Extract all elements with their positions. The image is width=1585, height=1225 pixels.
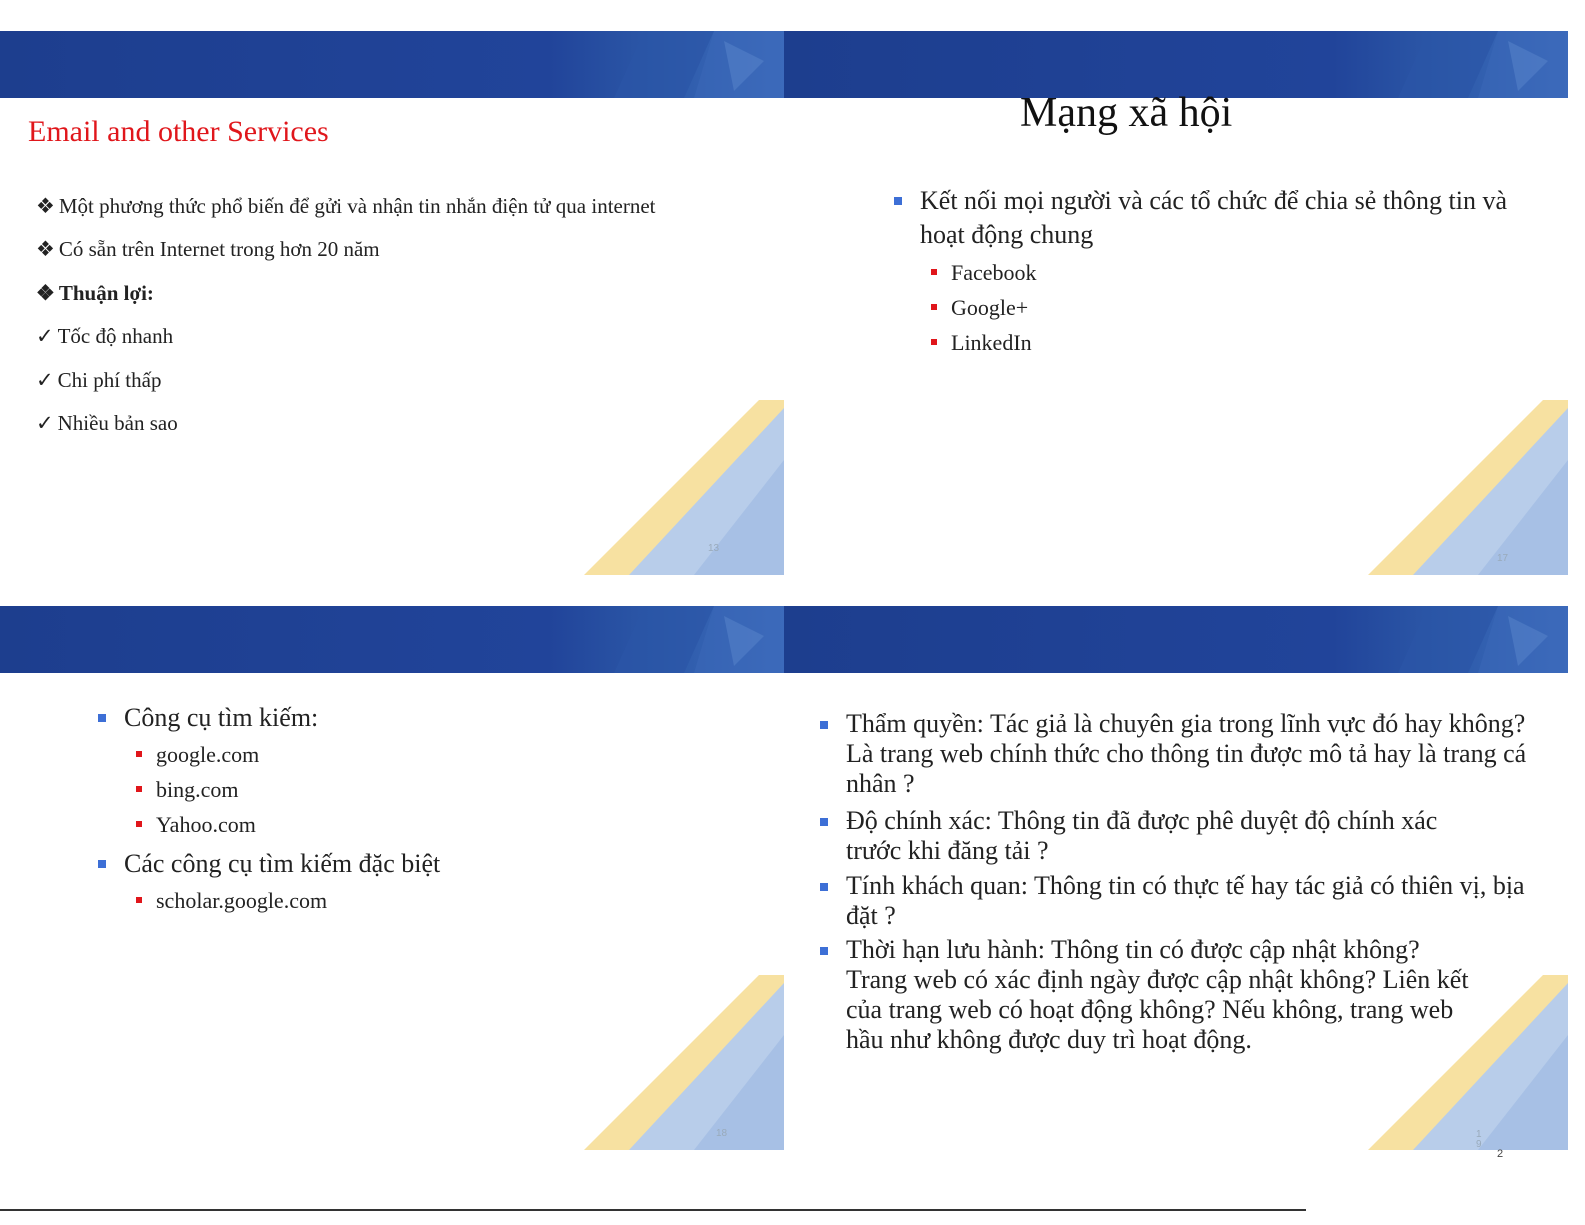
page-number: 2: [1497, 1148, 1504, 1160]
text-line: ✓ Chi phí thấp: [36, 368, 162, 392]
slide-number: 17: [1497, 553, 1509, 564]
slide-title: Email and other Services: [28, 115, 329, 148]
list-item: LinkedIn: [951, 328, 1032, 358]
check-icon: ✓: [36, 411, 54, 435]
list-item: Công cụ tìm kiếm:: [124, 701, 318, 735]
header-decoration: [524, 606, 784, 673]
list-item: Thời hạn lưu hành: Thông tin có được cập nhật không? Trang web có xác định ngày được cập nhật không? Liên kết của trang web có hoạt động không? Nếu không, trang web hầu như không được duy trì hoạt động.: [846, 935, 1486, 1055]
list-item: Độ chính xác: Thông tin đã được phê duyệt độ chính xác trước khi đăng tải ?: [846, 806, 1496, 866]
text-line: ❖ Có sẵn trên Internet trong hơn 20 năm: [36, 237, 380, 261]
check-icon: ✓: [36, 324, 54, 348]
square-bullet-icon: [136, 821, 142, 827]
corner-decoration: [584, 975, 784, 1150]
corner-decoration: [584, 400, 784, 575]
square-bullet-icon: [820, 883, 828, 891]
square-bullet-icon: [820, 947, 828, 955]
slide-evaluation-criteria: [784, 606, 1568, 1150]
slide-header-bar: [0, 31, 784, 98]
list-item: Kết nối mọi người và các tổ chức để chia sẻ thông tin và hoạt động chung: [920, 184, 1540, 252]
square-bullet-icon: [894, 197, 902, 205]
text-line: ❖ Một phương thức phổ biến để gửi và nhận tin nhắn điện tử qua internet: [36, 194, 656, 218]
slide-email-services: [0, 31, 784, 575]
list-item: google.com: [156, 740, 259, 770]
square-bullet-icon: [931, 339, 937, 345]
slide-title: Mạng xã hội: [1020, 90, 1233, 136]
slide-number: 18: [716, 1128, 728, 1139]
slide-header-bar: [784, 606, 1568, 673]
list-item: Google+: [951, 293, 1028, 323]
list-item: scholar.google.com: [156, 886, 327, 916]
diamond-bullet-icon: ❖: [36, 237, 55, 261]
text-line: ✓ Nhiều bản sao: [36, 411, 178, 435]
slide-number: 19: [1476, 1129, 1482, 1150]
list-item: bing.com: [156, 775, 239, 805]
list-item: Tính khách quan: Thông tin có thực tế hay tác giả có thiên vị, bịa đặt ?: [846, 871, 1546, 931]
slide-search-engines: [0, 606, 784, 1150]
slide-number: 13: [708, 543, 720, 554]
header-decoration: [1308, 606, 1568, 673]
diamond-bullet-icon: ❖: [36, 281, 55, 305]
list-item: Các công cụ tìm kiếm đặc biệt: [124, 847, 440, 881]
slide-header-bar: [784, 31, 1568, 98]
square-bullet-icon: [820, 818, 828, 826]
square-bullet-icon: [136, 897, 142, 903]
footer-divider: [0, 1209, 1306, 1211]
header-decoration: [524, 31, 784, 98]
diamond-bullet-icon: ❖: [36, 194, 55, 218]
text-line: ❖ Thuận lợi:: [36, 281, 154, 305]
check-icon: ✓: [36, 368, 54, 392]
list-item: Thẩm quyền: Tác giả là chuyên gia trong lĩnh vực đó hay không? Là trang web chính thức cho thông tin được mô tả hay là trang cá nhân ?: [846, 709, 1556, 799]
square-bullet-icon: [136, 751, 142, 757]
corner-decoration: [1368, 400, 1568, 575]
square-bullet-icon: [98, 714, 106, 722]
list-item: Facebook: [951, 258, 1037, 288]
text-line: ✓ Tốc độ nhanh: [36, 324, 174, 348]
square-bullet-icon: [98, 860, 106, 868]
slide-header-bar: [0, 606, 784, 673]
square-bullet-icon: [136, 786, 142, 792]
list-item: Yahoo.com: [156, 810, 256, 840]
square-bullet-icon: [820, 721, 828, 729]
square-bullet-icon: [931, 269, 937, 275]
slide-social-network: [784, 31, 1568, 575]
square-bullet-icon: [931, 304, 937, 310]
header-decoration: [1308, 31, 1568, 98]
